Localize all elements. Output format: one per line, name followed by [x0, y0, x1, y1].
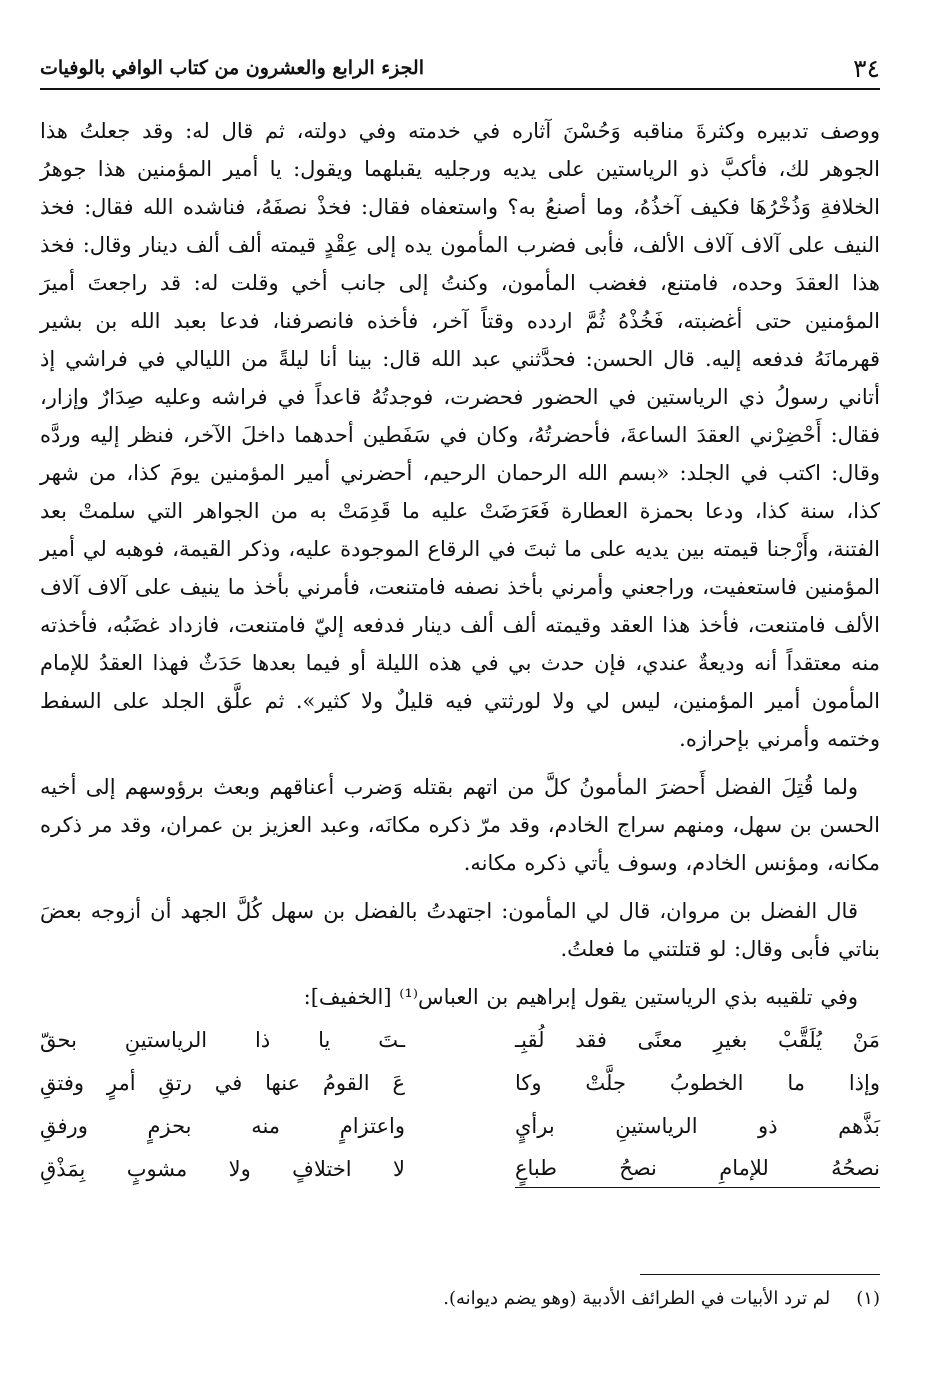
poem-verse: [40, 1147, 880, 1190]
page-number: ٣٤: [853, 53, 880, 83]
poem: [40, 1018, 880, 1190]
poem-verse: [40, 1018, 880, 1061]
verse-second-hemistich: واعتزامٍ منه بحزمٍ ورفقِ: [40, 1113, 405, 1138]
verse-first-hemistich: نصحُهُ للإمامِ نصحُ طباعٍ: [515, 1149, 880, 1188]
paragraph-1: ووصف تدبيره وكثرةَ مناقبه وَحُسْنَ آثاره في خدمته وفي دولته، ثم قال له: وقد جعلتُ هذا الجوهر لك، فأكبَّ ذو الرياستين على يديه ورجليه يقبلهما ويقول: يا أمير المؤمنين هذا جوهرُ الخلافةِ وَذُخْرُهَا فكيف آخذُهُ، وما أصنعُ به؟ واستعفاه فقال: فخذْ نصفَهُ، فناشده الله فقال: فخذ النيف على آلاف آلاف الألف، فأبى فضرب المأمون يده إلى عِقْدٍ قيمته ألف ألف دينار وقال: فخذ هذا العقدَ وحده، فامتنع، فغضب المأمون، وكنتُ إلى جانب أخي وقلت له: قد راجعتَ أميرَ المؤمنين حتى أغضبته، فَخُذْهُ ثُمَّ اردده وقتاً آخر، فأخذه فانصرفنا، فدعا بعبد الله بن بشير قهرمانَهُ فدفعه إليه. قال الحسن: فحدَّثني عبد الله قال: بينا أنا ليلةً من الليالي في فراشي إذ أتاني رسولُ ذي الرياستين في الحضور فحضرت، فوجدتُهُ قاعداً في فراشه وعليه صِدَارٌ وإزار، فقال: أَحْضِرْني العقدَ الساعةَ، فأحضرتُهُ، وكان في سَفَطين أحدهما داخلَ الآخر، فنظر إليه وردَّه وقال: اكتب في الجلد: «بسم الله الرحمان الرحيم، أحضرني أمير المؤمنين يومَ كذا، من شهر كذا، سنة كذا، ودعا بحمزة العطارة فَعَرَضَتْ عليه ما قَدِمَتْ به من الجواهر التي سلمتْ بعد الفتنة، وأَرْجنا قيمته بين يديه على ما ثبتَ في الرقاع الموجودة عليه، وذكر القيمة، فوهبه لي أمير المؤمنين فاستعفيت، وراجعني وأمرني بأخذ نصفه فامتنعت، فأمرني بأخذ ما ينيف على آلاف آلاف الألف فامتنعت، فأخذ هذا العقد وقيمته ألف ألف دينار فدفعه إليّ فامتنعت، فازداد غضَبُه، فأخذته منه معتقداً أنه وديعةٌ عندي، فإن حدث بي في هذه الليلة أو فيما بعدها حَدَثٌ فهذا العقدُ للإمام المأمون أمير المؤمنين، ليس لي ولا لورثتي فيه قليلٌ ولا كثير». ثم علَّق الجلد على السفط وختمه وأمرني بإحرازه.: [40, 119, 880, 751]
paragraph-3: قال الفضل بن مروان، قال لي المأمون: اجتهدتُ بالفضل بن سهل كُلَّ الجهد أن أزوجه بعضَ بناتي فأبى وقال: لو قتلتني ما فعلتُ.: [40, 899, 880, 961]
paragraph-2: ولما قُتِلَ الفضل أَحضرَ المأمونُ كلَّ من اتهم بقتله وَضرب أعناقهم وبعث برؤوسهم إلى أخيه الحسن بن سهل، ومنهم سراج الخادم، وقد مرّ ذكره مكانَه، وعبد العزيز بن عمران، وقد مر ذكره مكانه، ومؤنس الخادم، وسوف يأتي ذكره مكانه.: [40, 775, 880, 875]
footnote: [443, 1288, 880, 1309]
footnote-separator: [640, 1274, 880, 1275]
verse-second-hemistich: عَ القومُ عنها في رتقِ أمرٍ وفتقِ: [40, 1070, 405, 1095]
footnote-text: لم ترد الأبيات في الطرائف الأدبية (وهو يضم ديوانه).: [443, 1288, 831, 1309]
verse-second-hemistich: ـتَ يا ذا الرياستينِ بحقّ: [40, 1027, 405, 1052]
page-header: [40, 48, 880, 90]
poem-verse: [40, 1104, 880, 1147]
footnote-number: (١): [856, 1288, 880, 1309]
poem-intro: وفي تلقيبه بذي الرياستين يقول إبراهيم بن العباس⁽¹⁾ [الخفيف]:: [303, 985, 858, 1009]
verse-first-hemistich: وإذا ما الخطوبُ جلَّتْ وكا: [515, 1070, 880, 1095]
verse-first-hemistich: بَذَّهم ذو الرياستينِ برأيٍ: [515, 1113, 880, 1138]
page-body: [40, 112, 880, 1190]
book-page: [40, 48, 880, 1348]
running-title: الجزء الرابع والعشرون من كتاب الوافي بالوفيات: [40, 57, 424, 79]
poem-verse: [40, 1061, 880, 1104]
verse-second-hemistich: لا اختلافٍ ولا مشوبٍ بِمَذْقِ: [40, 1156, 405, 1181]
verse-first-hemistich: مَنْ يُلَقَّبْ بغيرِ معنًى فقد لُقبِـ: [515, 1027, 880, 1052]
